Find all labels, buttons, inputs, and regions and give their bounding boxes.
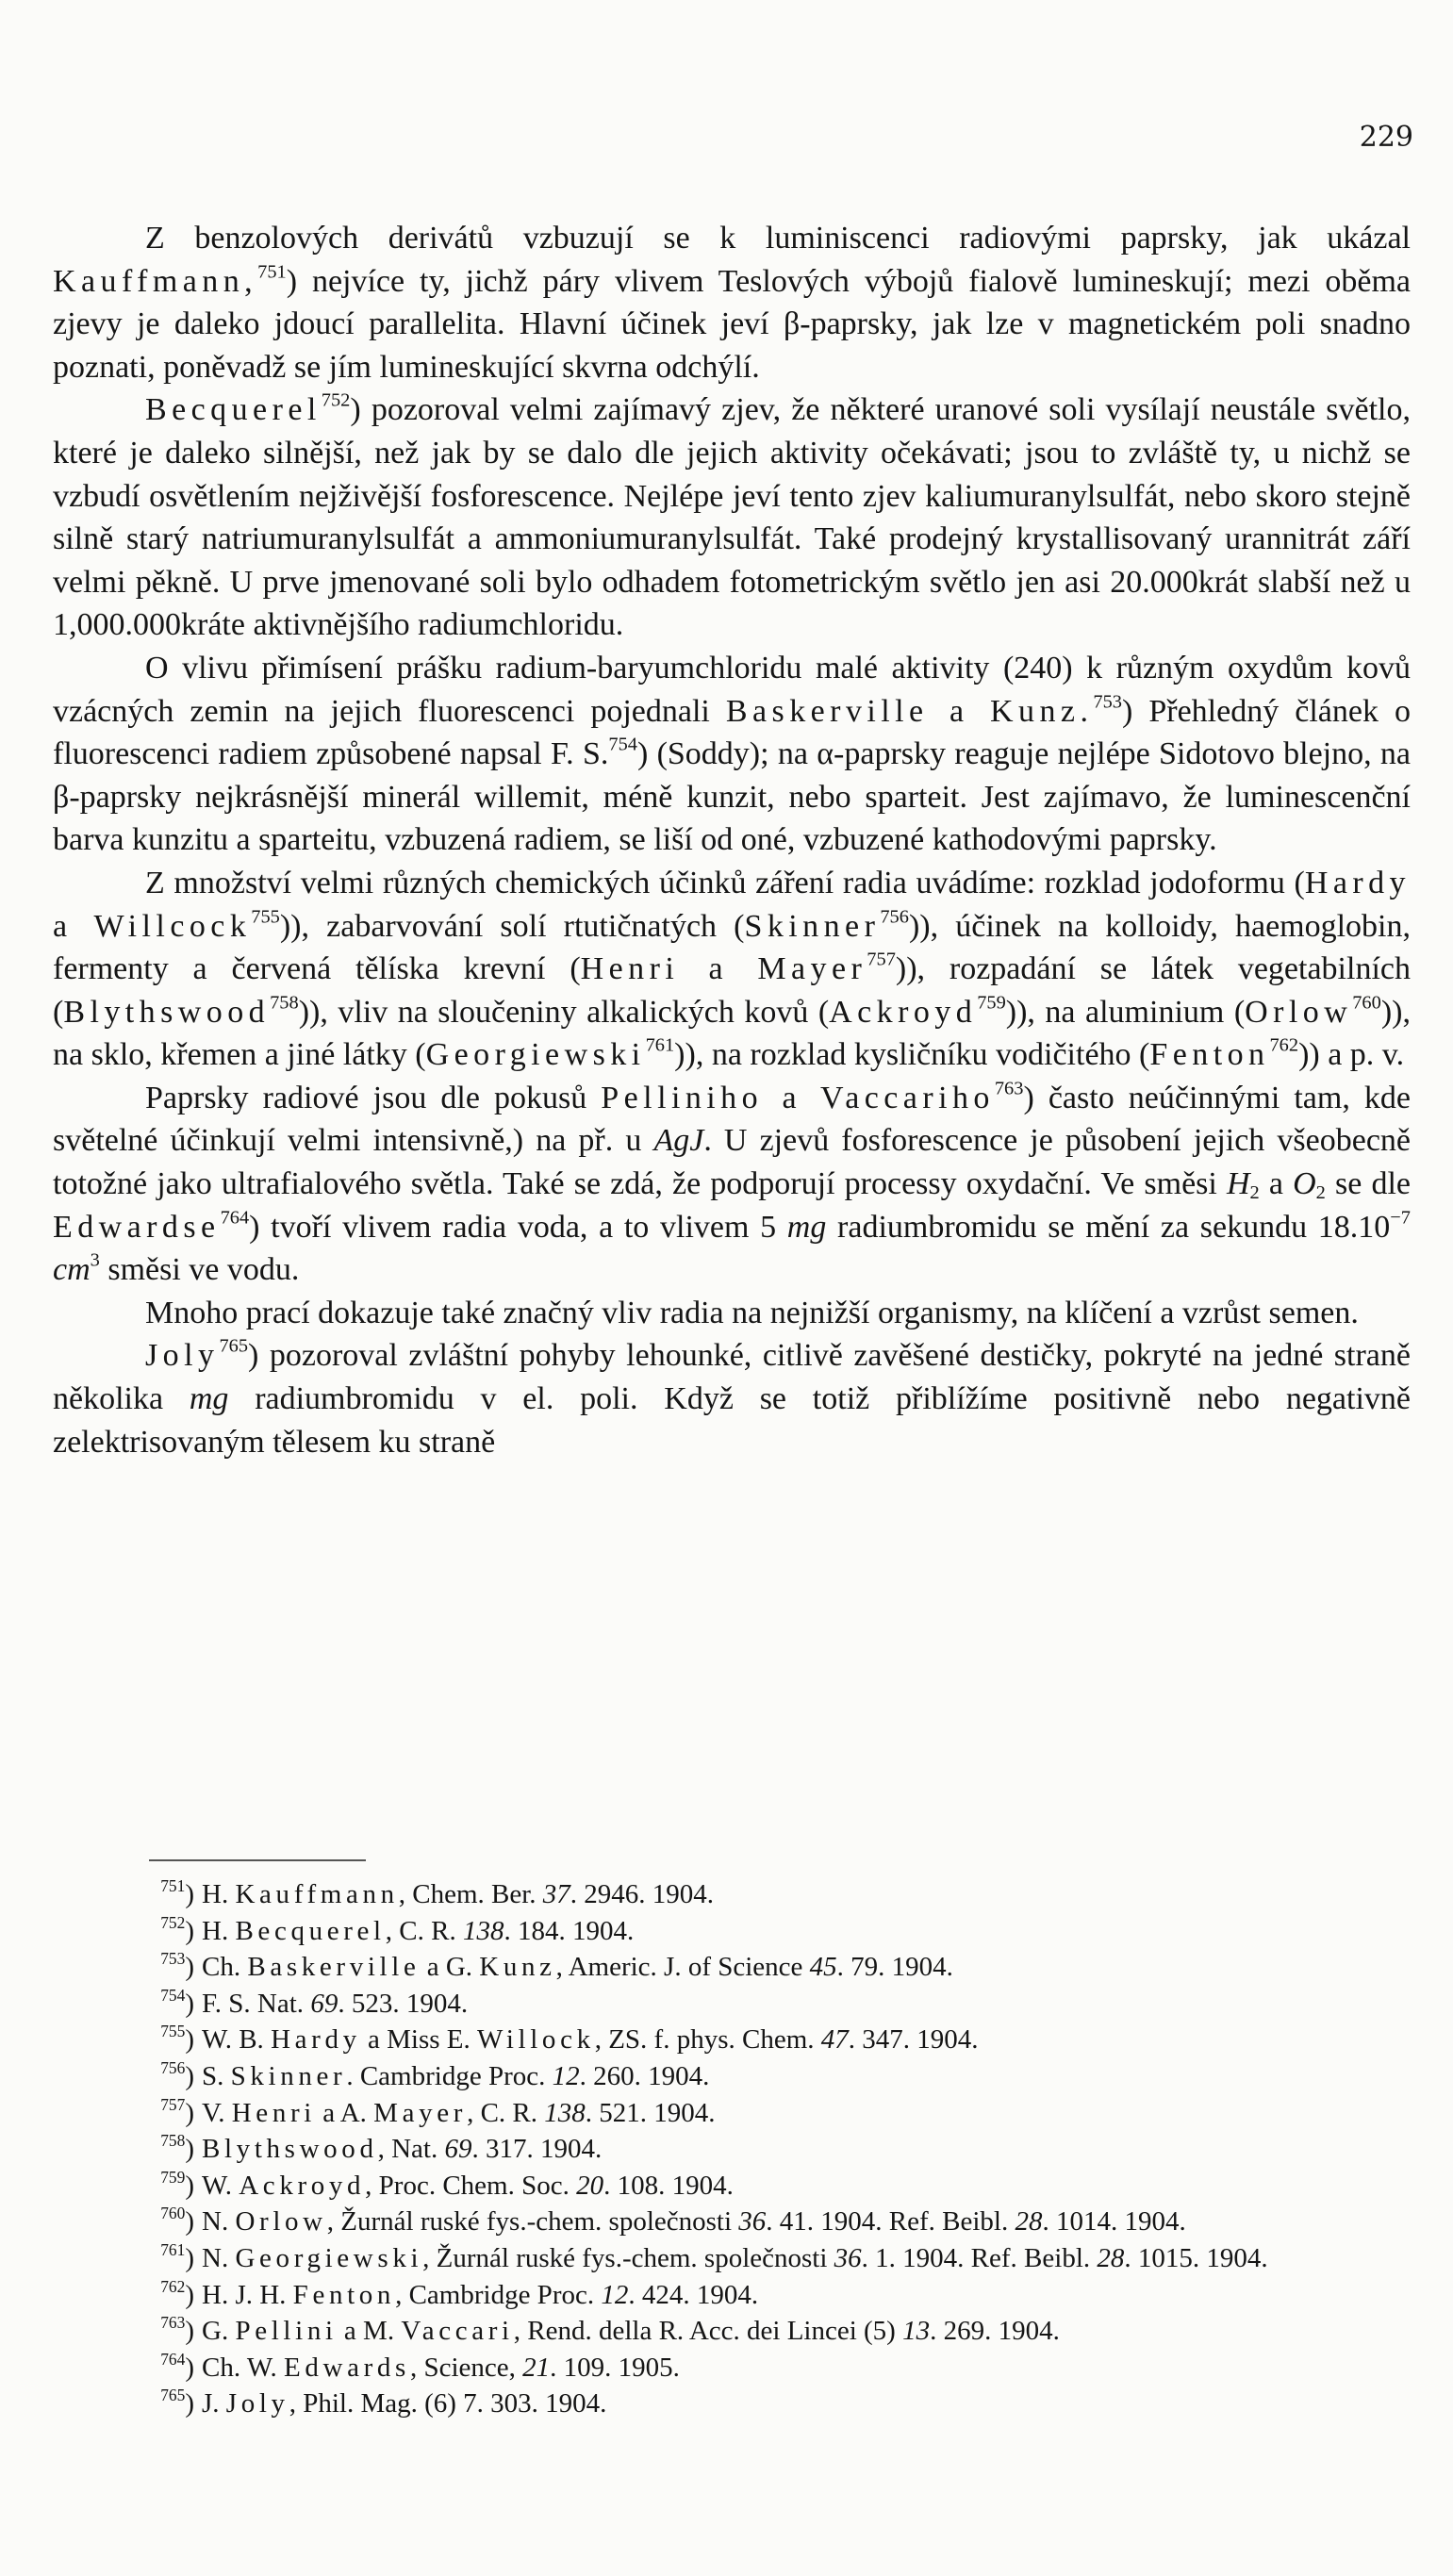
superscript: 757 bbox=[867, 949, 896, 970]
text-run: . U zjevů fosforescence je působení jejich všeobecně totožné jako ultrafialového světla. Také se zdá, že podporují processy oxydační. Ve směsi bbox=[53, 1123, 1411, 1202]
text-run: . 109. 1905. bbox=[550, 2352, 680, 2383]
footnotes bbox=[53, 1876, 1411, 2422]
text-run: směsi ve vodu. bbox=[99, 1252, 300, 1288]
italic-text: 69 bbox=[310, 1988, 338, 2019]
text-run: , Žurnál ruské fys.-chem. společnosti bbox=[422, 2242, 834, 2273]
text-run: -paprsky reaguje nejlépe Sidotovo blejno, na bbox=[834, 736, 1411, 772]
italic-text: 28 bbox=[1015, 2206, 1043, 2237]
author-name: Hardy bbox=[271, 2024, 361, 2056]
author-name: Edwards bbox=[284, 2352, 410, 2383]
text-run: Ch. W. bbox=[202, 2352, 285, 2383]
italic-text: cm bbox=[53, 1252, 91, 1288]
footnote: $^{756}$) S. Skinner. Cambridge Proc. 12. 260. 1904. bbox=[160, 2057, 710, 2091]
text-run: , Nat. bbox=[377, 2134, 445, 2165]
text-run: )), rozpadání se látek vegetabilních ( bbox=[53, 951, 1411, 1030]
footnote: $^{752}$) H. Becquerel, C. R. 138. 184. 1904. bbox=[160, 1912, 635, 1946]
text-run: )), na rozklad kysličníku vodičitého ( bbox=[674, 1037, 1150, 1073]
text-run: β bbox=[53, 779, 70, 815]
footnote: $^{760}$) N. Orlow, Žurnál ruské fys.-chem. společnosti 36. 41. 1904. Ref. Beibl. 28. 1014. 1904. bbox=[160, 2204, 1186, 2237]
text-run: , Science, bbox=[409, 2352, 523, 2383]
subscript: 2 bbox=[1315, 1182, 1326, 1204]
subscript: 2 bbox=[1249, 1182, 1260, 1204]
italic-text: 47 bbox=[820, 2024, 849, 2056]
text-run: , Americ. J. of Science bbox=[555, 1952, 810, 1983]
text-run: J. bbox=[202, 2388, 226, 2419]
text-run: -paprsky, jak lze v magnetickém poli snadno poznati, poněvadž se jím lumineskující skvrna odchýlí. bbox=[53, 306, 1412, 385]
superscript: 754 bbox=[608, 734, 637, 755]
footnote: $^{753}$) Ch. Baskerville a G. Kunz, Americ. J. of Science 45. 79. 1904. bbox=[160, 1949, 953, 1983]
footnote: $^{754}$) F. S. Nat. 69. 523. 1904. bbox=[160, 1985, 469, 2019]
footnote-number: 765 bbox=[160, 2386, 186, 2405]
text-run: a A. bbox=[315, 2097, 374, 2128]
text-run: α bbox=[817, 736, 834, 772]
superscript: 765 bbox=[219, 1336, 249, 1358]
superscript: 753 bbox=[1093, 691, 1122, 713]
text-run: . 269. 1904. bbox=[930, 2316, 1060, 2347]
text-run: W. bbox=[202, 2170, 239, 2201]
text-run: . 2946. 1904. bbox=[570, 1879, 715, 1909]
superscript: 755 bbox=[251, 906, 280, 928]
text-run: W. B. bbox=[202, 2024, 272, 2056]
italic-text: 37 bbox=[542, 1879, 570, 1909]
superscript: 762 bbox=[1269, 1035, 1299, 1057]
text-run: F. S. Nat. bbox=[202, 1988, 311, 2019]
italic-text: mg bbox=[786, 1209, 827, 1245]
italic-text: 138 bbox=[462, 1915, 504, 1946]
footnote-number: 752 bbox=[160, 1912, 186, 1932]
text-run: β bbox=[783, 306, 801, 342]
text-run: . 523. 1904. bbox=[338, 1988, 469, 2019]
footnote-number: 759 bbox=[160, 2167, 186, 2187]
text-run: )), zabarvování solí rtutičnatých ( bbox=[279, 908, 745, 944]
text-run: . 1. 1904. Ref. Beibl. bbox=[861, 2242, 1098, 2273]
text-run: . 1014. 1904. bbox=[1042, 2206, 1186, 2237]
paragraph bbox=[53, 647, 1411, 862]
author-name: Baskerville bbox=[247, 1952, 421, 1983]
text-run: a Miss E. bbox=[360, 2024, 477, 2056]
italic-text: 12 bbox=[552, 2060, 580, 2091]
text-run: . 317. 1904. bbox=[471, 2134, 603, 2165]
italic-text: H bbox=[1226, 1166, 1250, 1202]
author-name: Orlow bbox=[235, 2206, 327, 2237]
text-run: )), na sklo, křemen a jiné látky ( bbox=[53, 994, 1411, 1073]
text-run: ) často neúčinnými tam, kde světelné účinkují velmi intensivně,) na př. u bbox=[53, 1080, 1412, 1159]
text-run: , C. R. bbox=[467, 2097, 545, 2128]
footnote: $^{764}$) Ch. W. Edwards, Science, 21. 109. 1905. bbox=[160, 2349, 680, 2383]
author-name: Georgiewski bbox=[235, 2242, 423, 2273]
footnote: $^{761}$) N. Georgiewski, Žurnál ruské fys.-chem. společnosti 36. 1. 1904. Ref. Beibl. 28. 1015. 1904. bbox=[160, 2239, 1268, 2273]
author-name: Skinner bbox=[230, 2060, 347, 2091]
author-name: Pellini bbox=[235, 2316, 338, 2347]
paragraph bbox=[53, 1334, 1411, 1463]
italic-text: 21 bbox=[522, 2352, 551, 2383]
author-name: Edwardse bbox=[53, 1209, 221, 1245]
superscript: 3 bbox=[90, 1249, 100, 1271]
text-run: S. bbox=[202, 2060, 231, 2091]
paragraph bbox=[53, 1077, 1411, 1292]
italic-text: mg bbox=[189, 1381, 229, 1417]
author-name: Orlow bbox=[1245, 994, 1353, 1030]
text-run: ) tvoří vlivem radia voda, a to vlivem 5 bbox=[249, 1209, 787, 1245]
italic-text: 28 bbox=[1097, 2242, 1125, 2273]
page-number: 229 bbox=[1359, 121, 1413, 154]
footnote: $^{763}$) G. Pellini a M. Vaccari, Rend. della R. Acc. dei Lincei (5) 13. 269. 1904. bbox=[160, 2312, 1060, 2347]
italic-text: 45 bbox=[809, 1952, 837, 1983]
superscript: 756 bbox=[880, 906, 909, 928]
footnote: $^{762}$) H. J. H. Fenton, Cambridge Proc. 12. 424. 1904. bbox=[160, 2276, 759, 2310]
italic-text: AgJ bbox=[653, 1123, 704, 1159]
text-run: . 1015. 1904. bbox=[1124, 2242, 1268, 2273]
text-run: Ch. bbox=[202, 1952, 248, 1983]
author-name: Blythswood bbox=[202, 2134, 378, 2165]
footnote: $^{751}$) H. Kauffmann, Chem. Ber. 37. 2946. 1904. bbox=[160, 1875, 715, 1909]
text-run: radiumbromidu se mění za sekundu 18.10 bbox=[826, 1209, 1391, 1245]
author-name: Joly bbox=[225, 2388, 289, 2419]
text-run: O vlivu přimísení prášku radium-baryumchloridu malé aktivity (240) k různým oxydům kovů vzácných zemin na jejich fluorescenci pojednali bbox=[53, 650, 1411, 729]
text-run: a M. bbox=[337, 2316, 402, 2347]
text-run: . Cambridge Proc. bbox=[346, 2060, 553, 2091]
author-name: Fenton bbox=[1149, 1037, 1270, 1073]
italic-text: O bbox=[1293, 1166, 1316, 1202]
text-run: H. bbox=[202, 1915, 236, 1946]
italic-text: 20 bbox=[576, 2170, 604, 2201]
text-run: a bbox=[1259, 1166, 1294, 1202]
text-run: N. bbox=[202, 2206, 236, 2237]
text-run: V. bbox=[202, 2097, 232, 2128]
author-name: Georgiewski bbox=[425, 1037, 646, 1073]
author-name: Kauffmann, bbox=[53, 263, 258, 299]
text-run: . 260. 1904. bbox=[579, 2060, 710, 2091]
footnote-number: 762 bbox=[160, 2276, 186, 2296]
superscript: 752 bbox=[321, 390, 351, 412]
text-run: , Proc. Chem. Soc. bbox=[365, 2170, 577, 2201]
author-name: Fenton bbox=[292, 2279, 396, 2310]
text-run: . 41. 1904. Ref. Beibl. bbox=[766, 2206, 1015, 2237]
paragraph bbox=[53, 862, 1411, 1077]
footnote-number: 758 bbox=[160, 2130, 186, 2150]
author-name: Ackroyd bbox=[829, 994, 978, 1030]
text-run: ) (Soddy); na bbox=[636, 736, 817, 772]
italic-text: 36 bbox=[738, 2206, 767, 2237]
author-name: Henri bbox=[231, 2097, 316, 2128]
author-name: Baskerville a Kunz. bbox=[725, 693, 1094, 729]
text-run: Paprsky radiové jsou dle pokusů bbox=[145, 1080, 602, 1115]
footnote-number: 757 bbox=[160, 2094, 186, 2114]
text-run: , Žurnál ruské fys.-chem. společnosti bbox=[326, 2206, 739, 2237]
author-name: Henri a Mayer bbox=[580, 951, 867, 987]
text-run: , Phil. Mag. (6) 7. 303. 1904. bbox=[289, 2388, 607, 2419]
footnote-number: 753 bbox=[160, 1949, 186, 1969]
footnote-number: 763 bbox=[160, 2312, 186, 2332]
footnote-number: 760 bbox=[160, 2204, 186, 2223]
text-run: Mnoho prací dokazuje také značný vliv radia na nejnižší organismy, na klíčení a vzrůst semen. bbox=[145, 1295, 1359, 1330]
author-name: Ackroyd bbox=[239, 2170, 366, 2201]
author-name: Kauffmann bbox=[235, 1879, 399, 1909]
footnote-number: 761 bbox=[160, 2239, 186, 2259]
text-run: radiumbromidu v el. poli. Když se totiž přiblížíme positivně nebo negativně zelektrisovaným tělesem ku straně bbox=[53, 1381, 1412, 1460]
author-name: Becquerel bbox=[145, 392, 322, 428]
text-run: . 521. 1904. bbox=[585, 2097, 716, 2128]
text-run: , Cambridge Proc. bbox=[395, 2279, 602, 2310]
text-run: , Chem. Ber. bbox=[398, 1879, 543, 1909]
text-run: . 347. 1904. bbox=[848, 2024, 979, 2056]
footnote: $^{755}$) W. B. Hardy a Miss E. Willock, ZS. f. phys. Chem. 47. 347. 1904. bbox=[160, 2022, 979, 2056]
footnote-number: 764 bbox=[160, 2349, 186, 2369]
text-run: , C. R. bbox=[385, 1915, 463, 1946]
text-run: G. bbox=[202, 2316, 236, 2347]
text-run: -paprsky nejkrásnější minerál willemit, méně kunzit, nebo sparteit. Jest zajímavo, že luminescenční barva kunzitu a sparteitu, vzbuzená radiem, se liší od oné, vzbuzené kathodovými paprsky. bbox=[53, 779, 1411, 858]
author-name: Vaccari bbox=[401, 2316, 514, 2347]
author-name: Pelliniho a Vaccariho bbox=[601, 1080, 995, 1115]
footnote-number: 751 bbox=[160, 1875, 186, 1895]
text-run: ) Přehledný článek o fluorescenci radiem způsobené napsal F. S. bbox=[53, 693, 1411, 772]
footnote-number: 754 bbox=[160, 1985, 186, 2005]
italic-text: 12 bbox=[601, 2279, 629, 2310]
text-run: )), na aluminium ( bbox=[1005, 994, 1246, 1030]
superscript: 759 bbox=[977, 992, 1006, 1014]
text-run: Z benzolových derivátů vzbuzují se k luminiscenci radiovými paprsky, jak ukázal bbox=[145, 221, 1411, 256]
text-run: H. J. H. bbox=[202, 2279, 293, 2310]
footnote: $^{757}$) V. Henri a A. Mayer, C. R. 138. 521. 1904. bbox=[160, 2094, 716, 2128]
footnote: $^{758}$) Blythswood, Nat. 69. 317. 1904. bbox=[160, 2130, 603, 2165]
text-run: Z množství velmi různých chemických účinků záření radia uvádíme: rozklad jodoformu ( bbox=[145, 865, 1305, 900]
text-run: , ZS. f. phys. Chem. bbox=[594, 2024, 821, 2056]
text-run: se dle bbox=[1325, 1166, 1411, 1202]
author-name: Joly bbox=[145, 1338, 220, 1374]
superscript: 764 bbox=[220, 1207, 250, 1229]
text-run: ) nejvíce ty, jichž páry vlivem Teslových výbojů fialově lumineskují; mezi oběma zjevy je daleko jdoucí parallelita. Hlavní účinek jeví bbox=[53, 263, 1411, 342]
superscript: 751 bbox=[257, 261, 287, 283]
author-name: Blythswood bbox=[63, 994, 271, 1030]
text-run: N. bbox=[202, 2242, 236, 2273]
italic-text: 138 bbox=[544, 2097, 586, 2128]
superscript: 758 bbox=[270, 992, 299, 1014]
superscript: −7 bbox=[1390, 1207, 1411, 1229]
paragraph bbox=[53, 1292, 1411, 1335]
footnote-number: 756 bbox=[160, 2057, 186, 2077]
text-run: . 108. 1904. bbox=[603, 2170, 734, 2201]
text-run: ) pozoroval zvláštní pohyby lehounké, citlivě zavěšené destičky, pokryté na jedné straně několika bbox=[53, 1338, 1411, 1417]
text-run: )) a p. v. bbox=[1298, 1037, 1405, 1073]
superscript: 761 bbox=[645, 1035, 675, 1057]
footnote-number: 755 bbox=[160, 2022, 186, 2041]
superscript: 763 bbox=[994, 1078, 1024, 1099]
text-run: )), účinek na kolloidy, haemoglobin, fermenty a červená tělíska krevní ( bbox=[53, 908, 1411, 987]
author-name: Mayer bbox=[373, 2097, 468, 2128]
paragraph bbox=[53, 217, 1411, 388]
footnote: $^{759}$) W. Ackroyd, Proc. Chem. Soc. 20. 108. 1904. bbox=[160, 2167, 734, 2201]
text-run: , Rend. della R. Acc. dei Lincei (5) bbox=[513, 2316, 903, 2347]
superscript: 760 bbox=[1352, 992, 1381, 1014]
italic-text: 36 bbox=[834, 2242, 862, 2273]
author-name: Kunz bbox=[479, 1952, 556, 1983]
author-name: Becquerel bbox=[235, 1915, 386, 1946]
text-run: . 184. 1904. bbox=[504, 1915, 635, 1946]
text-run: )), vliv na sloučeniny alkalických kovů ( bbox=[298, 994, 830, 1030]
main-text bbox=[53, 217, 1411, 1463]
author-name: Skinner bbox=[744, 908, 881, 944]
text-run: . 424. 1904. bbox=[628, 2279, 759, 2310]
text-run: H. bbox=[202, 1879, 236, 1909]
paragraph bbox=[53, 388, 1411, 647]
footnote: $^{765}$) J. Joly, Phil. Mag. (6) 7. 303. 1904. bbox=[160, 2386, 607, 2419]
author-name: Willock bbox=[476, 2024, 595, 2056]
text-run: ) pozoroval velmi zajímavý zjev, že některé uranové soli vysílají neustále světlo, které je daleko silnější, než jak by se dalo dle jejich aktivity očekávati; jsou to zvláště ty, u nichž se vzbudí osvětlením nejživější fosforescence. Nejlépe jeví tento zjev kaliumuranylsulfát, nebo skoro stejně silně starý natriumuranylsulfát a ammoniumuranylsulfát. Také prodejný krystallisovaný urannitrát září velmi pěkně. U prve jmenované soli bylo odhadem fotometrickým světlo jen asi 20.000krát slabší než u 1,000.000kráte aktivnějšího radiumchloridu. bbox=[53, 392, 1411, 643]
italic-text: 69 bbox=[444, 2134, 472, 2165]
author-name: Hardy a Willcock bbox=[53, 865, 1411, 944]
italic-text: 13 bbox=[902, 2316, 931, 2347]
footnote-divider bbox=[149, 1859, 366, 1861]
text-run: . 79. 1904. bbox=[836, 1952, 953, 1983]
text-run: a G. bbox=[420, 1952, 480, 1983]
